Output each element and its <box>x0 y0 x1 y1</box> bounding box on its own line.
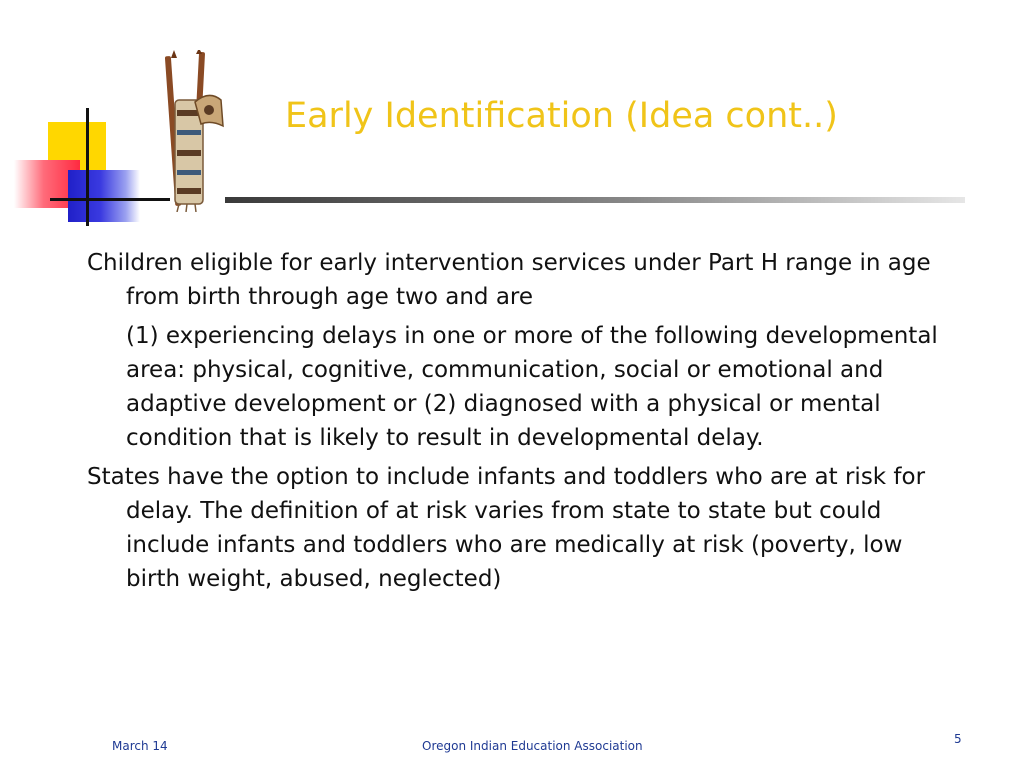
body-paragraph-3: States have the option to include infants and toddlers who are at risk for delay. The definition of at risk varies from state to state but could include infants and toddlers who are medically at risk (poverty, low birth weight, abused, neglected) <box>87 464 926 592</box>
body-paragraph-2: (1) experiencing delays in one or more of the following developmental area: physical, cognitive, communication, social or emotional and adaptive development or (2) diagnosed with a physical or mental condition that is likely to result in developmental delay. <box>126 323 938 451</box>
horizontal-line-decoration <box>50 198 170 201</box>
slide-title: Early Identification (Idea cont..) <box>285 96 838 136</box>
footer-organization: Oregon Indian Education Association <box>422 739 643 753</box>
footer-date: March 14 <box>112 739 168 753</box>
slide-body <box>87 246 947 601</box>
blue-square-decoration <box>68 170 140 222</box>
cradleboard-icon <box>165 50 227 212</box>
title-underline-rule <box>225 197 965 203</box>
body-paragraph-1: Children eligible for early intervention services under Part H range in age from birth through age two and are <box>87 250 931 310</box>
slide-number: 5 <box>954 732 962 746</box>
vertical-line-decoration <box>86 108 89 226</box>
